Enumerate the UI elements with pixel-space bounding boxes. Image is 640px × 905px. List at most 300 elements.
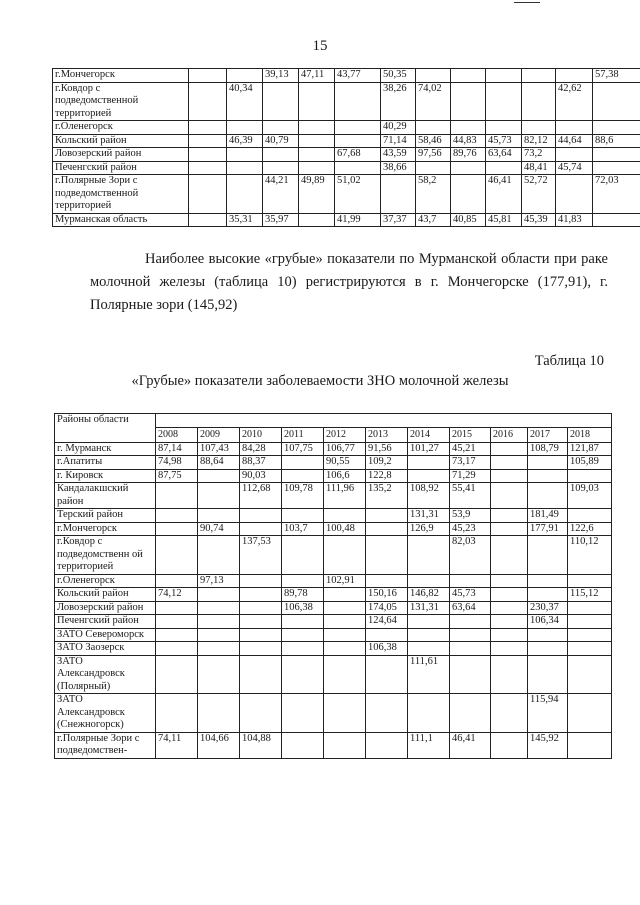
table-cell: 46,41 — [486, 175, 522, 214]
table-cell — [156, 574, 198, 588]
table-row — [53, 161, 640, 175]
table-cell — [366, 509, 408, 523]
table-cell: 90,55 — [324, 456, 366, 470]
table-cell — [189, 175, 227, 214]
table-cell — [381, 175, 416, 214]
table-cell — [528, 588, 568, 602]
table-cell — [156, 601, 198, 615]
table-cell — [491, 628, 528, 642]
table-cell: 45,21 — [450, 442, 491, 456]
table-cell: 97,13 — [198, 574, 240, 588]
table-cell: 107,43 — [198, 442, 240, 456]
table-row — [55, 732, 612, 758]
table-cell — [263, 82, 299, 121]
table-cell: 45,39 — [522, 213, 556, 227]
table-cell: 150,16 — [366, 588, 408, 602]
year-header: 2014 — [408, 428, 450, 443]
table-cell — [491, 694, 528, 733]
table-cell — [282, 655, 324, 694]
table-cell — [227, 148, 263, 162]
table-cell: 230,37 — [528, 601, 568, 615]
table-cell — [366, 628, 408, 642]
table-cell — [263, 161, 299, 175]
table-cell — [156, 655, 198, 694]
table-cell — [451, 69, 486, 83]
row-label: Печенгский район — [55, 615, 156, 629]
table-row — [55, 615, 612, 629]
table-cell — [366, 536, 408, 575]
table-cell — [324, 655, 366, 694]
table-cell: 110,12 — [568, 536, 612, 575]
table-cell — [568, 469, 612, 483]
table-cell — [335, 134, 381, 148]
table-cell: 40,34 — [227, 82, 263, 121]
table-cell — [451, 82, 486, 121]
table-cell: 44,64 — [556, 134, 593, 148]
table-cell — [198, 615, 240, 629]
table-cell: 88,37 — [240, 456, 282, 470]
table-row — [55, 642, 612, 656]
table-cell — [450, 615, 491, 629]
table-cell — [528, 469, 568, 483]
table-cell — [324, 732, 366, 758]
table-cell: 38,66 — [381, 161, 416, 175]
table-cell — [568, 655, 612, 694]
table-cell — [491, 536, 528, 575]
table-cell — [282, 456, 324, 470]
table-cell: 122,8 — [366, 469, 408, 483]
row-label: г.Ковдор с подведомственной территорией — [53, 82, 189, 121]
table-cell — [451, 175, 486, 214]
table-cell — [240, 615, 282, 629]
table-cell: 45,74 — [556, 161, 593, 175]
table-cell: 122,6 — [568, 522, 612, 536]
table-cell — [198, 469, 240, 483]
table-cell: 107,75 — [282, 442, 324, 456]
table-cell — [528, 628, 568, 642]
table-cell — [282, 628, 324, 642]
table-cell — [568, 601, 612, 615]
row-label: г.Оленегорск — [55, 574, 156, 588]
table-row — [53, 82, 640, 121]
row-label: ЗАТО Заозерск — [55, 642, 156, 656]
table-cell — [408, 536, 450, 575]
table-cell: 57,38 — [593, 69, 640, 83]
table-cell — [198, 483, 240, 509]
table-cell — [528, 456, 568, 470]
table-cell: 45,81 — [486, 213, 522, 227]
table-cell — [450, 628, 491, 642]
table-cell: 47,11 — [299, 69, 335, 83]
table-cell — [593, 148, 640, 162]
table-cell: 48,41 — [522, 161, 556, 175]
table-row — [53, 213, 640, 227]
year-header: 2011 — [282, 428, 324, 443]
table-cell: 131,31 — [408, 509, 450, 523]
table-cell: 106,77 — [324, 442, 366, 456]
table-cell — [156, 536, 198, 575]
table-cell — [227, 175, 263, 214]
row-label: Мурманская область — [53, 213, 189, 227]
table-cell — [324, 536, 366, 575]
table-cell — [156, 628, 198, 642]
table-cell: 131,31 — [408, 601, 450, 615]
table-cell — [240, 601, 282, 615]
table-cell: 45,73 — [450, 588, 491, 602]
table-cell: 124,64 — [366, 615, 408, 629]
table-cell — [408, 615, 450, 629]
row-label: г.Ковдор с подведомственн ой территорией — [55, 536, 156, 575]
table-cell: 97,56 — [416, 148, 451, 162]
table-cell: 106,34 — [528, 615, 568, 629]
table-cell: 103,7 — [282, 522, 324, 536]
row-label: Ловозерский район — [55, 601, 156, 615]
table-row — [55, 628, 612, 642]
table-cell — [491, 509, 528, 523]
table-cell — [198, 642, 240, 656]
table-row — [55, 536, 612, 575]
table-row — [53, 134, 640, 148]
table-cell — [568, 509, 612, 523]
table-cell: 39,13 — [263, 69, 299, 83]
table-cell — [568, 732, 612, 758]
table-row — [55, 469, 612, 483]
table-cell: 72,03 — [593, 175, 640, 214]
table-cell — [227, 121, 263, 135]
row-label: ЗАТО Североморск — [55, 628, 156, 642]
table-cell: 101,27 — [408, 442, 450, 456]
table-cell: 45,73 — [486, 134, 522, 148]
table-cell: 87,75 — [156, 469, 198, 483]
table-cell — [299, 213, 335, 227]
table-title: «Грубые» показатели заболеваемости ЗНО молочной железы — [131, 373, 509, 389]
table-cell — [486, 69, 522, 83]
table-cell: 105,89 — [568, 456, 612, 470]
table-cell — [568, 628, 612, 642]
row-label: ЗАТО Александровск (Полярный) — [55, 655, 156, 694]
table-cell: 104,66 — [198, 732, 240, 758]
table-cell — [491, 642, 528, 656]
table-cell — [282, 694, 324, 733]
table-cell — [156, 483, 198, 509]
row-label: г.Апатиты — [55, 456, 156, 470]
table-cell — [189, 69, 227, 83]
table-cell — [408, 456, 450, 470]
table-cell — [556, 121, 593, 135]
table-cell: 91,56 — [366, 442, 408, 456]
table-cell — [240, 522, 282, 536]
table-cell — [324, 628, 366, 642]
table-cell — [282, 469, 324, 483]
table-cell: 112,68 — [240, 483, 282, 509]
table-cell: 43,7 — [416, 213, 451, 227]
table-row — [53, 148, 640, 162]
table-cell — [324, 588, 366, 602]
table-cell: 104,88 — [240, 732, 282, 758]
row-label: г.Мончегорск — [53, 69, 189, 83]
table-cell: 43,77 — [335, 69, 381, 83]
table-cell: 55,41 — [450, 483, 491, 509]
header-districts: Районы области — [55, 414, 156, 443]
table-cell: 88,6 — [593, 134, 640, 148]
table-cell — [528, 574, 568, 588]
table-cell — [240, 628, 282, 642]
table-cell — [240, 655, 282, 694]
table-cell — [189, 82, 227, 121]
year-header: 2009 — [198, 428, 240, 443]
table-cell — [198, 536, 240, 575]
row-label: г.Полярные Зори с подведомствен- — [55, 732, 156, 758]
table-cell: 106,6 — [324, 469, 366, 483]
table-cell: 89,78 — [282, 588, 324, 602]
table-cell — [408, 694, 450, 733]
table-cell — [556, 175, 593, 214]
table-cell — [491, 483, 528, 509]
row-label: Кольский район — [53, 134, 189, 148]
table-cell — [282, 642, 324, 656]
table-cell — [568, 615, 612, 629]
table-cell — [486, 161, 522, 175]
table-cell — [335, 121, 381, 135]
table-cell — [491, 732, 528, 758]
table-cell — [451, 121, 486, 135]
row-label: Ловозерский район — [53, 148, 189, 162]
table-cell — [416, 161, 451, 175]
table-row — [55, 588, 612, 602]
page-number: 15 — [312, 38, 328, 54]
breast-cancer-rates-table — [54, 413, 612, 759]
table-cell — [416, 121, 451, 135]
table-row — [55, 601, 612, 615]
row-label: г.Оленегорск — [53, 121, 189, 135]
table-cell — [491, 469, 528, 483]
table-cell — [240, 642, 282, 656]
table-cell: 177,91 — [528, 522, 568, 536]
table-cell — [528, 536, 568, 575]
table-cell — [282, 732, 324, 758]
table-cell — [491, 588, 528, 602]
table-cell — [491, 522, 528, 536]
table-cell: 145,92 — [528, 732, 568, 758]
table-cell — [556, 69, 593, 83]
table-row — [53, 121, 640, 135]
table-cell: 109,2 — [366, 456, 408, 470]
table-cell — [156, 694, 198, 733]
table-cell — [156, 522, 198, 536]
table-cell — [282, 536, 324, 575]
table-cell — [491, 456, 528, 470]
row-label: Кольский район — [55, 588, 156, 602]
table-cell — [593, 82, 640, 121]
table-cell — [366, 694, 408, 733]
table-cell — [240, 509, 282, 523]
table-cell — [198, 601, 240, 615]
table-cell: 73,2 — [522, 148, 556, 162]
row-label: г. Кировск — [55, 469, 156, 483]
table-cell — [156, 642, 198, 656]
table-cell — [491, 655, 528, 694]
table-cell: 74,02 — [416, 82, 451, 121]
year-header: 2008 — [156, 428, 198, 443]
table-cell: 35,31 — [227, 213, 263, 227]
table-cell: 102,91 — [324, 574, 366, 588]
table-cell: 106,38 — [282, 601, 324, 615]
table-cell — [450, 642, 491, 656]
table-cell — [491, 442, 528, 456]
table-cell: 42,62 — [556, 82, 593, 121]
table-cell: 88,64 — [198, 456, 240, 470]
table-row — [55, 522, 612, 536]
table-cell — [156, 615, 198, 629]
body-paragraph — [90, 248, 608, 317]
table-cell — [593, 213, 640, 227]
table-row — [55, 509, 612, 523]
table-cell — [198, 655, 240, 694]
table-cell: 111,1 — [408, 732, 450, 758]
table-cell — [227, 161, 263, 175]
table-cell: 37,37 — [381, 213, 416, 227]
year-header: 2018 — [568, 428, 612, 443]
table-cell — [366, 522, 408, 536]
table-cell — [491, 574, 528, 588]
table-cell: 87,14 — [156, 442, 198, 456]
table-cell: 126,9 — [408, 522, 450, 536]
table-cell — [528, 655, 568, 694]
row-label: г.Мончегорск — [55, 522, 156, 536]
top-rule — [514, 2, 540, 3]
table-row — [53, 69, 640, 83]
table-cell: 121,87 — [568, 442, 612, 456]
table-cell — [451, 161, 486, 175]
table-cell — [189, 213, 227, 227]
row-label: ЗАТО Александровск (Снежногорск) — [55, 694, 156, 733]
table-cell — [522, 121, 556, 135]
table-cell — [324, 694, 366, 733]
table-cell — [198, 588, 240, 602]
table-cell: 135,2 — [366, 483, 408, 509]
table-cell: 90,74 — [198, 522, 240, 536]
table-cell: 44,83 — [451, 134, 486, 148]
table-cell: 40,29 — [381, 121, 416, 135]
year-header: 2012 — [324, 428, 366, 443]
table-cell: 71,14 — [381, 134, 416, 148]
table-cell — [522, 69, 556, 83]
table-cell: 108,92 — [408, 483, 450, 509]
table-cell: 35,97 — [263, 213, 299, 227]
table-cell — [189, 134, 227, 148]
table-cell — [450, 655, 491, 694]
table-cell — [522, 82, 556, 121]
table-cell: 52,72 — [522, 175, 556, 214]
table-cell — [568, 642, 612, 656]
table-cell: 90,03 — [240, 469, 282, 483]
table-cell — [324, 642, 366, 656]
table-cell — [408, 628, 450, 642]
table-cell: 73,17 — [450, 456, 491, 470]
table-row — [55, 694, 612, 733]
table-cell: 67,68 — [335, 148, 381, 162]
table-cell — [528, 483, 568, 509]
table-cell — [156, 509, 198, 523]
table-cell — [240, 574, 282, 588]
table-cell — [366, 732, 408, 758]
table-cell — [227, 69, 263, 83]
header-span-cell — [156, 414, 612, 428]
table-cell: 74,11 — [156, 732, 198, 758]
year-header: 2015 — [450, 428, 491, 443]
table-cell: 115,12 — [568, 588, 612, 602]
table-cell — [335, 82, 381, 121]
table-label: Таблица 10 — [534, 353, 604, 369]
table-cell: 82,03 — [450, 536, 491, 575]
table-cell — [408, 642, 450, 656]
table-cell — [335, 161, 381, 175]
table-cell — [491, 601, 528, 615]
table-cell — [324, 509, 366, 523]
table-row — [55, 483, 612, 509]
row-label: Кандалакшский район — [55, 483, 156, 509]
row-label: г.Полярные Зори с подведомственной территорией — [53, 175, 189, 214]
table-cell — [408, 469, 450, 483]
table-cell: 181,49 — [528, 509, 568, 523]
table-cell: 51,02 — [335, 175, 381, 214]
table-cell — [324, 615, 366, 629]
table-cell: 137,53 — [240, 536, 282, 575]
table-cell — [450, 694, 491, 733]
table-cell — [263, 121, 299, 135]
table-cell: 82,12 — [522, 134, 556, 148]
table-cell — [240, 694, 282, 733]
table-cell: 58,2 — [416, 175, 451, 214]
table-cell: 71,29 — [450, 469, 491, 483]
table-cell: 41,99 — [335, 213, 381, 227]
table-cell: 115,94 — [528, 694, 568, 733]
table-cell — [366, 655, 408, 694]
table-cell — [416, 69, 451, 83]
row-label: Печенгский район — [53, 161, 189, 175]
table-cell — [282, 574, 324, 588]
table-cell — [593, 161, 640, 175]
table-cell: 45,23 — [450, 522, 491, 536]
table-cell: 146,82 — [408, 588, 450, 602]
paragraph-text: Наиболее высокие «грубые» показатели по Мурманской области при раке молочной железы (таблица 10) регистрируются в г. Мончегорске (177,91), г. Полярные зори (145,92) — [90, 251, 608, 313]
table-cell: 50,35 — [381, 69, 416, 83]
table-cell — [299, 134, 335, 148]
table-cell: 63,64 — [486, 148, 522, 162]
table-cell — [198, 628, 240, 642]
table-cell: 109,78 — [282, 483, 324, 509]
table-cell: 84,28 — [240, 442, 282, 456]
table-cell: 38,26 — [381, 82, 416, 121]
table-cell: 111,61 — [408, 655, 450, 694]
table-cell: 53,9 — [450, 509, 491, 523]
data-table-continued — [52, 68, 640, 227]
table-cell: 49,89 — [299, 175, 335, 214]
year-header: 2017 — [528, 428, 568, 443]
table-cell: 74,98 — [156, 456, 198, 470]
table-cell — [299, 121, 335, 135]
table-cell — [189, 121, 227, 135]
table-cell — [450, 574, 491, 588]
row-label: Терский район — [55, 509, 156, 523]
year-header: 2010 — [240, 428, 282, 443]
table-row — [55, 574, 612, 588]
table-cell: 89,76 — [451, 148, 486, 162]
table-cell — [189, 148, 227, 162]
table-cell — [528, 642, 568, 656]
table-row — [55, 456, 612, 470]
table-cell: 63,64 — [450, 601, 491, 615]
